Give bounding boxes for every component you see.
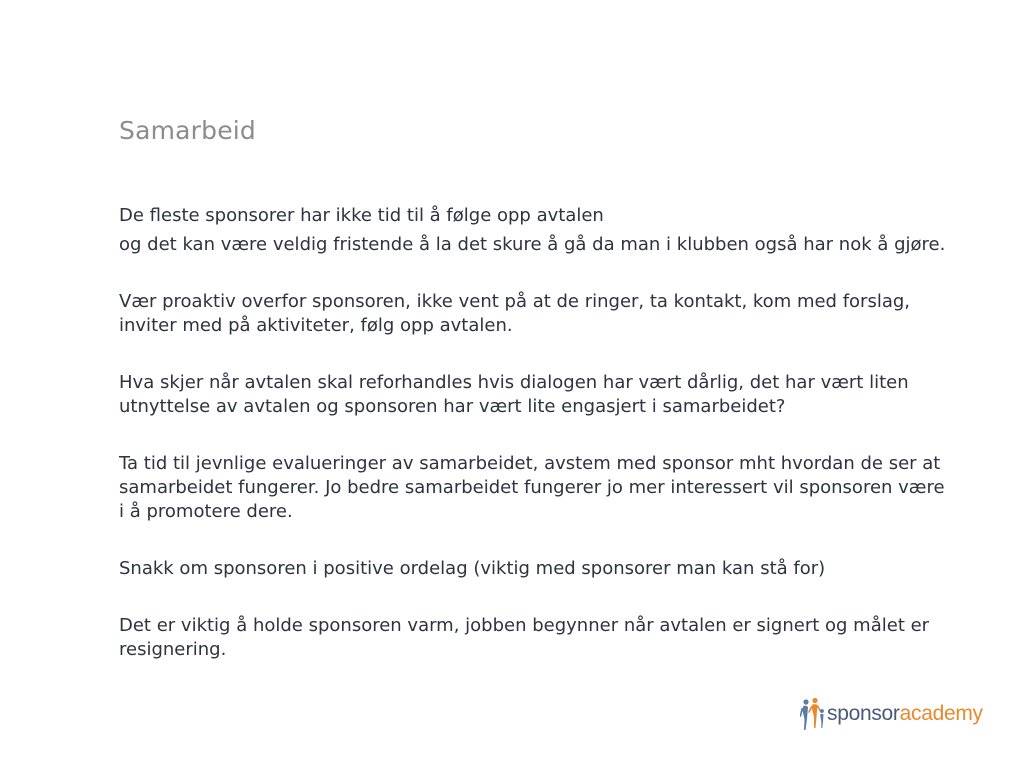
paragraph-7: Det er viktig å holde sponsoren varm, jobben begynner når avtalen er signert og målet er resignering. [119,615,930,660]
logo-text-sponsor: sponsor [827,702,900,725]
paragraph-2: og det kan være veldig fristende å la det skure å gå da man i klubben også har nok å gjøre. [119,234,946,255]
paragraph-4: Hva skjer når avtalen skal reforhandles hvis dialogen har vært dårlig, det har vært liten utnyttelse av avtalen og sponsoren har vært lite engasjert i samarbeidet? [119,372,909,417]
logo-text [827,702,983,726]
logo-text-academy: academy [899,702,983,725]
slide-body [119,204,949,662]
sponsoracademy-logo [800,697,983,731]
paragraph-1: De fleste sponsorer har ikke tid til å følge opp avtalen [119,205,604,226]
paragraph-6: Snakk om sponsoren i positive ordelag (viktig med sponsorer man kan stå for) [119,558,826,579]
paragraph-5: Ta tid til jevnlige evalueringer av samarbeidet, avstem med sponsor mht hvordan de ser at samarbeidet fungerer. Jo bedre samarbeidet fungerer jo mer interessert vil sponsoren være i å promotere dere. [119,453,945,522]
paragraph-3: Vær proaktiv overfor sponsoren, ikke vent på at de ringer, ta kontakt, kom med forslag, inviter med på aktiviteter, følg opp avtalen. [119,291,911,336]
people-figures-icon [800,697,826,731]
slide-title: Samarbeid [119,116,257,145]
